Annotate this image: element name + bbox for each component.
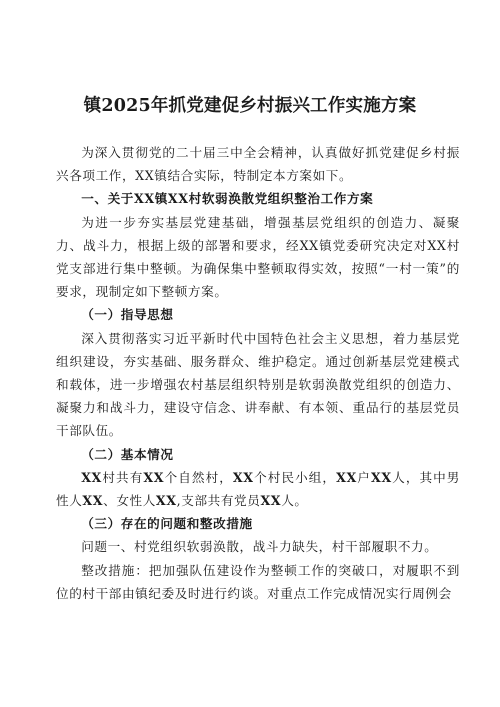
document-body [56,141,460,605]
text-fragment: 、女性人 [103,493,156,509]
text-fragment: ,支部共有党员 [176,493,261,509]
text-fragment: 人。 [281,493,308,509]
placeholder-xx: XX [232,469,254,485]
text-fragment: 村共有 [101,469,144,485]
measure-paragraph: 整改措施：把加强队伍建设作为整顿工作的突破口，对履职不到位的村干部由镇纪委及时进行约谈。对重点工作完成情况实行周例会 [56,562,460,601]
text-fragment: 户 [356,469,371,485]
subsection-1-paragraph: 深入贯彻落实习近平新时代中国特色社会主义思想，着力基层党组织建设，夯实基础、服务群众、维护稳定。通过创新基层党建模式和载体，进一步增强农村基层组织特别是软弱涣散党组织的创造力、凝聚力和战斗力，建设守信念、讲奉献、有本领、重品行的基层党员干部队伍。 [56,330,460,439]
placeholder-xx: XX [81,469,102,485]
placeholder-xx: XX [143,469,165,485]
subsection-1-heading: （一）指导思想 [81,307,174,323]
basic-info-paragraph [56,466,460,512]
subsection-3-heading: （三）存在的问题和整改措施 [81,516,253,532]
text-fragment: 个村民小组， [253,469,337,485]
placeholder-xx: XX [82,493,104,509]
text-fragment: 人，其中男性人 [56,469,460,509]
text-fragment: 个自然村， [164,469,233,485]
placeholder-xx: XX [260,493,282,509]
section-1-paragraph: 为进一步夯实基层党建基础，增强基层党组织的创造力、凝聚力、战斗力，根据上级的部署和要求，经XX镇党委研究决定对XX村党支部进行集中整顿。为确保集中整顿取得实效，按照“一村一策”的要求，现制定如下整顿方案。 [56,214,460,300]
problem-paragraph: 问题一、村党组织软弱涣散，战斗力缺失，村干部履职不力。 [81,539,438,555]
placeholder-xx: XX [370,469,392,485]
placeholder-xx: XX [336,469,357,485]
document-title: 镇2025年抓党建促乡村振兴工作实施方案 [83,96,417,116]
section-1-heading: 一、关于XX镇XX村软弱涣散党组织整治工作方案 [81,191,374,207]
placeholder-xx: XX [155,493,177,509]
intro-paragraph: 为深入贯彻党的二十届三中全会精神，认真做好抓党建促乡村振兴各项工作，XX镇结合实际，特制定本方案如下。 [56,145,460,184]
subsection-2-heading: （二）基本情况 [81,446,174,462]
